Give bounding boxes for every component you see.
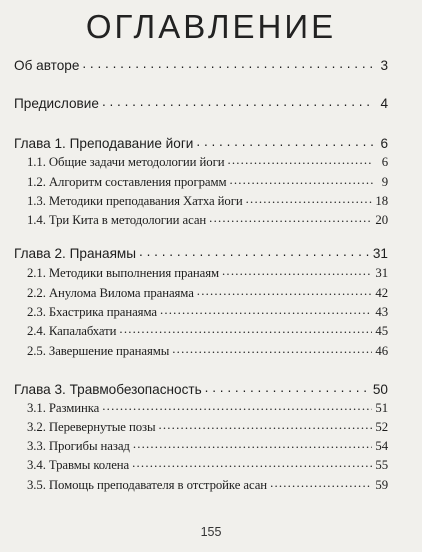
toc-entry-page: 50 [372, 381, 388, 397]
toc-entry-3-5[interactable] [27, 476, 388, 496]
dot-leader [270, 476, 372, 489]
toc-entry-3-3[interactable] [27, 437, 388, 457]
toc-entry-label: 3.4. Травмы колена [27, 457, 130, 472]
toc-entry-3-1[interactable] [27, 399, 388, 419]
toc-entry-page: 6 [381, 154, 388, 169]
toc-entry-1-3[interactable] [27, 192, 388, 212]
toc-entry-label: 3.3. Прогибы назад [27, 438, 130, 453]
dot-leader [209, 211, 372, 224]
toc-entry-label: Глава 2. Пранаямы [14, 245, 137, 261]
toc-entry-label: 3.1. Разминка [27, 400, 100, 415]
dot-leader [222, 264, 372, 277]
toc-entry-1-1[interactable] [27, 153, 388, 173]
toc-entry-preface[interactable] [14, 94, 388, 114]
toc-entry-label: 2.5. Завершение пранаямы [27, 343, 170, 358]
toc-entry-page: 6 [380, 135, 388, 151]
toc-entry-label: Глава 3. Травмобезопасность [14, 381, 202, 397]
toc-entry-page: 51 [375, 400, 388, 415]
page-title: ОГЛАВЛЕНИЕ [85, 8, 337, 45]
toc-entry-label: 2.2. Анулома Вилома пранаяма [27, 285, 194, 300]
dot-leader [132, 456, 372, 469]
toc-entry-3-4[interactable] [27, 456, 388, 476]
toc-entry-page: 20 [375, 212, 388, 227]
toc-entry-label: 3.2. Перевернутые позы [27, 419, 156, 434]
toc-entry-label: Предисловие [14, 95, 99, 111]
dot-leader [227, 153, 373, 166]
toc-entry-label: 2.3. Бхастрика пранаяма [27, 304, 157, 319]
toc-entry-page: 59 [375, 477, 388, 492]
toc-entry-page: 3 [380, 57, 388, 73]
dot-leader [229, 173, 373, 186]
toc-entry-label: 1.2. Алгоритм составления программ [27, 174, 227, 189]
toc-entry-1-4[interactable] [27, 211, 388, 231]
dot-leader [119, 322, 372, 335]
dot-leader [205, 380, 370, 394]
toc-entry-page: 45 [375, 323, 388, 338]
toc-entry-page: 4 [380, 95, 388, 111]
toc-entry-page: 42 [375, 285, 388, 300]
toc-entry-page: 54 [375, 438, 388, 453]
toc-entry-label: 2.1. Методики выполнения пранаям [27, 265, 220, 280]
toc-entry-page: 46 [375, 343, 388, 358]
dot-leader [102, 94, 373, 108]
toc-entry-2-2[interactable] [27, 284, 388, 304]
toc-entry-about-author[interactable] [14, 56, 388, 76]
toc-entry-label: 3.5. Помощь преподавателя в отстройке асан [27, 477, 268, 492]
toc-entry-1-2[interactable] [27, 173, 388, 193]
toc-entry-label: Об авторе [14, 57, 80, 73]
toc-entry-page: 43 [375, 304, 388, 319]
dot-leader [139, 244, 370, 258]
dot-leader [246, 192, 373, 205]
toc-entry-2-1[interactable] [27, 264, 388, 284]
toc-entry-2-4[interactable] [27, 322, 388, 342]
dot-leader [196, 134, 373, 148]
dot-leader [102, 399, 372, 412]
dot-leader [197, 284, 373, 297]
toc-entry-page: 9 [381, 174, 388, 189]
toc-entry-2-3[interactable] [27, 303, 388, 323]
toc-entry-page: 52 [375, 419, 388, 434]
dot-leader [158, 418, 372, 431]
toc-entry-label: 1.1. Общие задачи методологии йоги [27, 154, 225, 169]
toc-entry-page: 18 [375, 193, 388, 208]
dot-leader [82, 56, 373, 70]
toc-entry-label: 1.3. Методики преподавания Хатха йоги [27, 193, 243, 208]
toc-entry-label: 1.4. Три Кита в методологии асан [27, 212, 207, 227]
dot-leader [172, 342, 372, 355]
toc-entry-2-5[interactable] [27, 342, 388, 362]
dot-leader [133, 437, 373, 450]
toc-entry-page: 31 [372, 245, 388, 261]
dot-leader [160, 303, 372, 316]
toc-entry-chapter-2[interactable] [14, 244, 388, 264]
toc-entry-page: 55 [375, 457, 388, 472]
toc-entry-label: Глава 1. Преподавание йоги [14, 135, 194, 151]
toc-entry-chapter-1[interactable] [14, 134, 388, 154]
toc-entry-page: 31 [375, 265, 388, 280]
page-number: 155 [200, 525, 222, 539]
toc-entry-label: 2.4. Капалабхати [27, 323, 117, 338]
toc-entry-chapter-3[interactable] [14, 380, 388, 400]
toc-entry-3-2[interactable] [27, 418, 388, 438]
